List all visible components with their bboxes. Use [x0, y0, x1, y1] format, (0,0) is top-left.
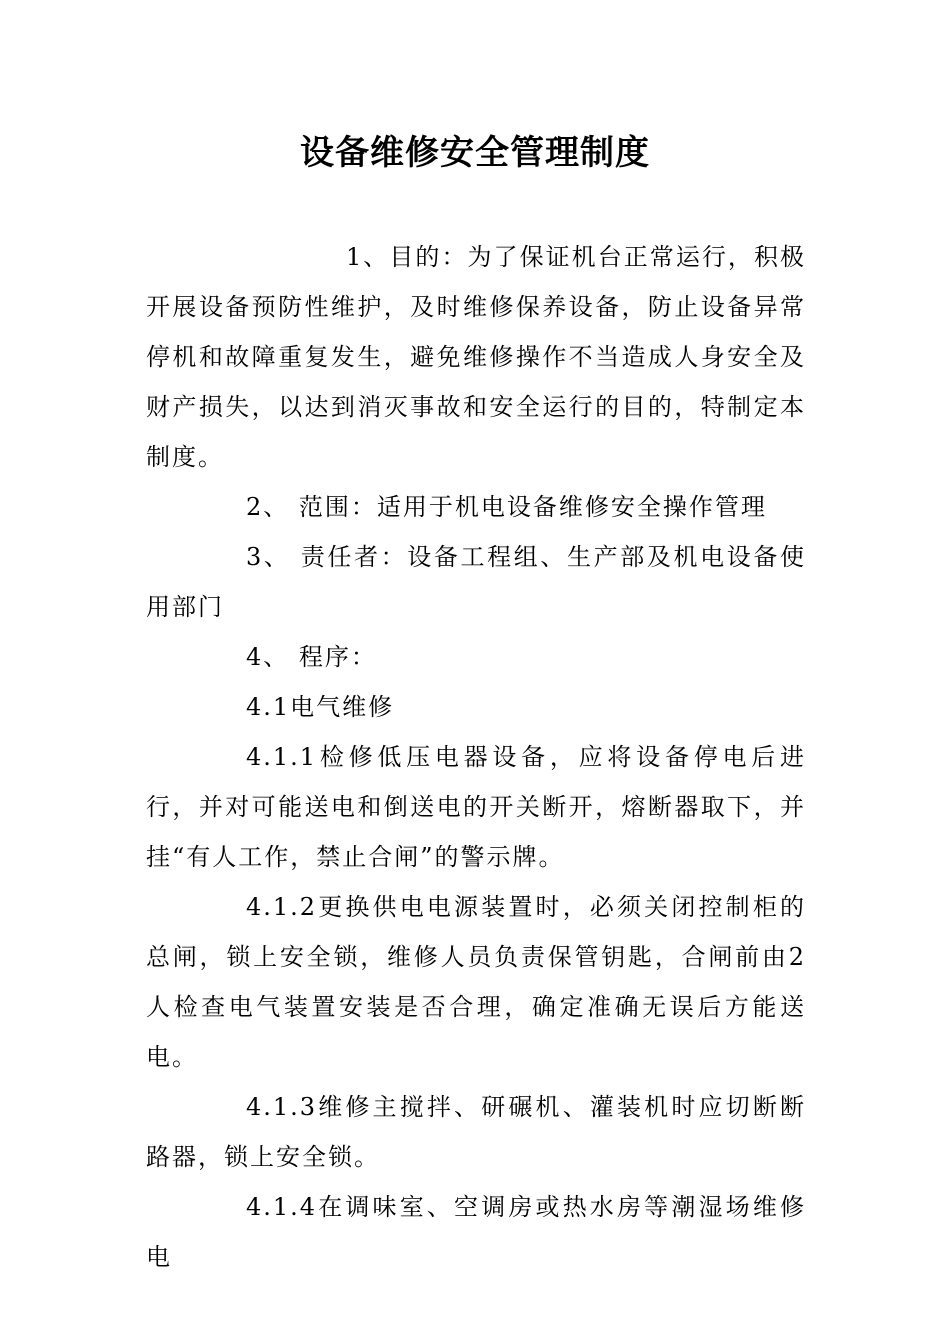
section-heading-electrical: 4.1电气维修 — [246, 693, 395, 721]
document-body — [146, 232, 806, 1282]
paragraph-responsibility: 3、 责任者：设备工程组、生产部及机电设备使用部门 — [146, 543, 806, 621]
paragraph-4-1-1: 4.1.1检修低压电器设备，应将设备停电后进行，并对可能送电和倒送电的开关断开，熔断器取下，并挂“有人工作，禁止合闸”的警示牌。 — [146, 743, 806, 871]
paragraph-scope: 2、 范围：适用于机电设备维修安全操作管理 — [246, 493, 767, 521]
paragraph-procedure: 4、 程序： — [246, 643, 377, 671]
document-title: 设备维修安全管理制度 — [300, 133, 650, 173]
paragraph-4-1-4: 4.1.4在调味室、空调房或热水房等潮湿场维修电 — [146, 1193, 806, 1271]
paragraph-purpose: 1、目的：为了保证机台正常运行，积极开展设备预防性维护，及时维修保养设备，防止设备异常停机和故障重复发生，避免维修操作不当造成人身安全及财产损失，以达到消灭事故和安全运行的目的，特制定本制度。 — [146, 243, 806, 471]
paragraph-4-1-3: 4.1.3维修主搅拌、研碾机、灌装机时应切断断路器，锁上安全锁。 — [146, 1093, 806, 1171]
paragraph-4-1-2: 4.1.2更换供电电源装置时，必须关闭控制柜的总闸，锁上安全锁，维修人员负责保管钥匙，合闸前由2人检查电气装置安装是否合理，确定准确无误后方能送电。 — [146, 893, 806, 1071]
